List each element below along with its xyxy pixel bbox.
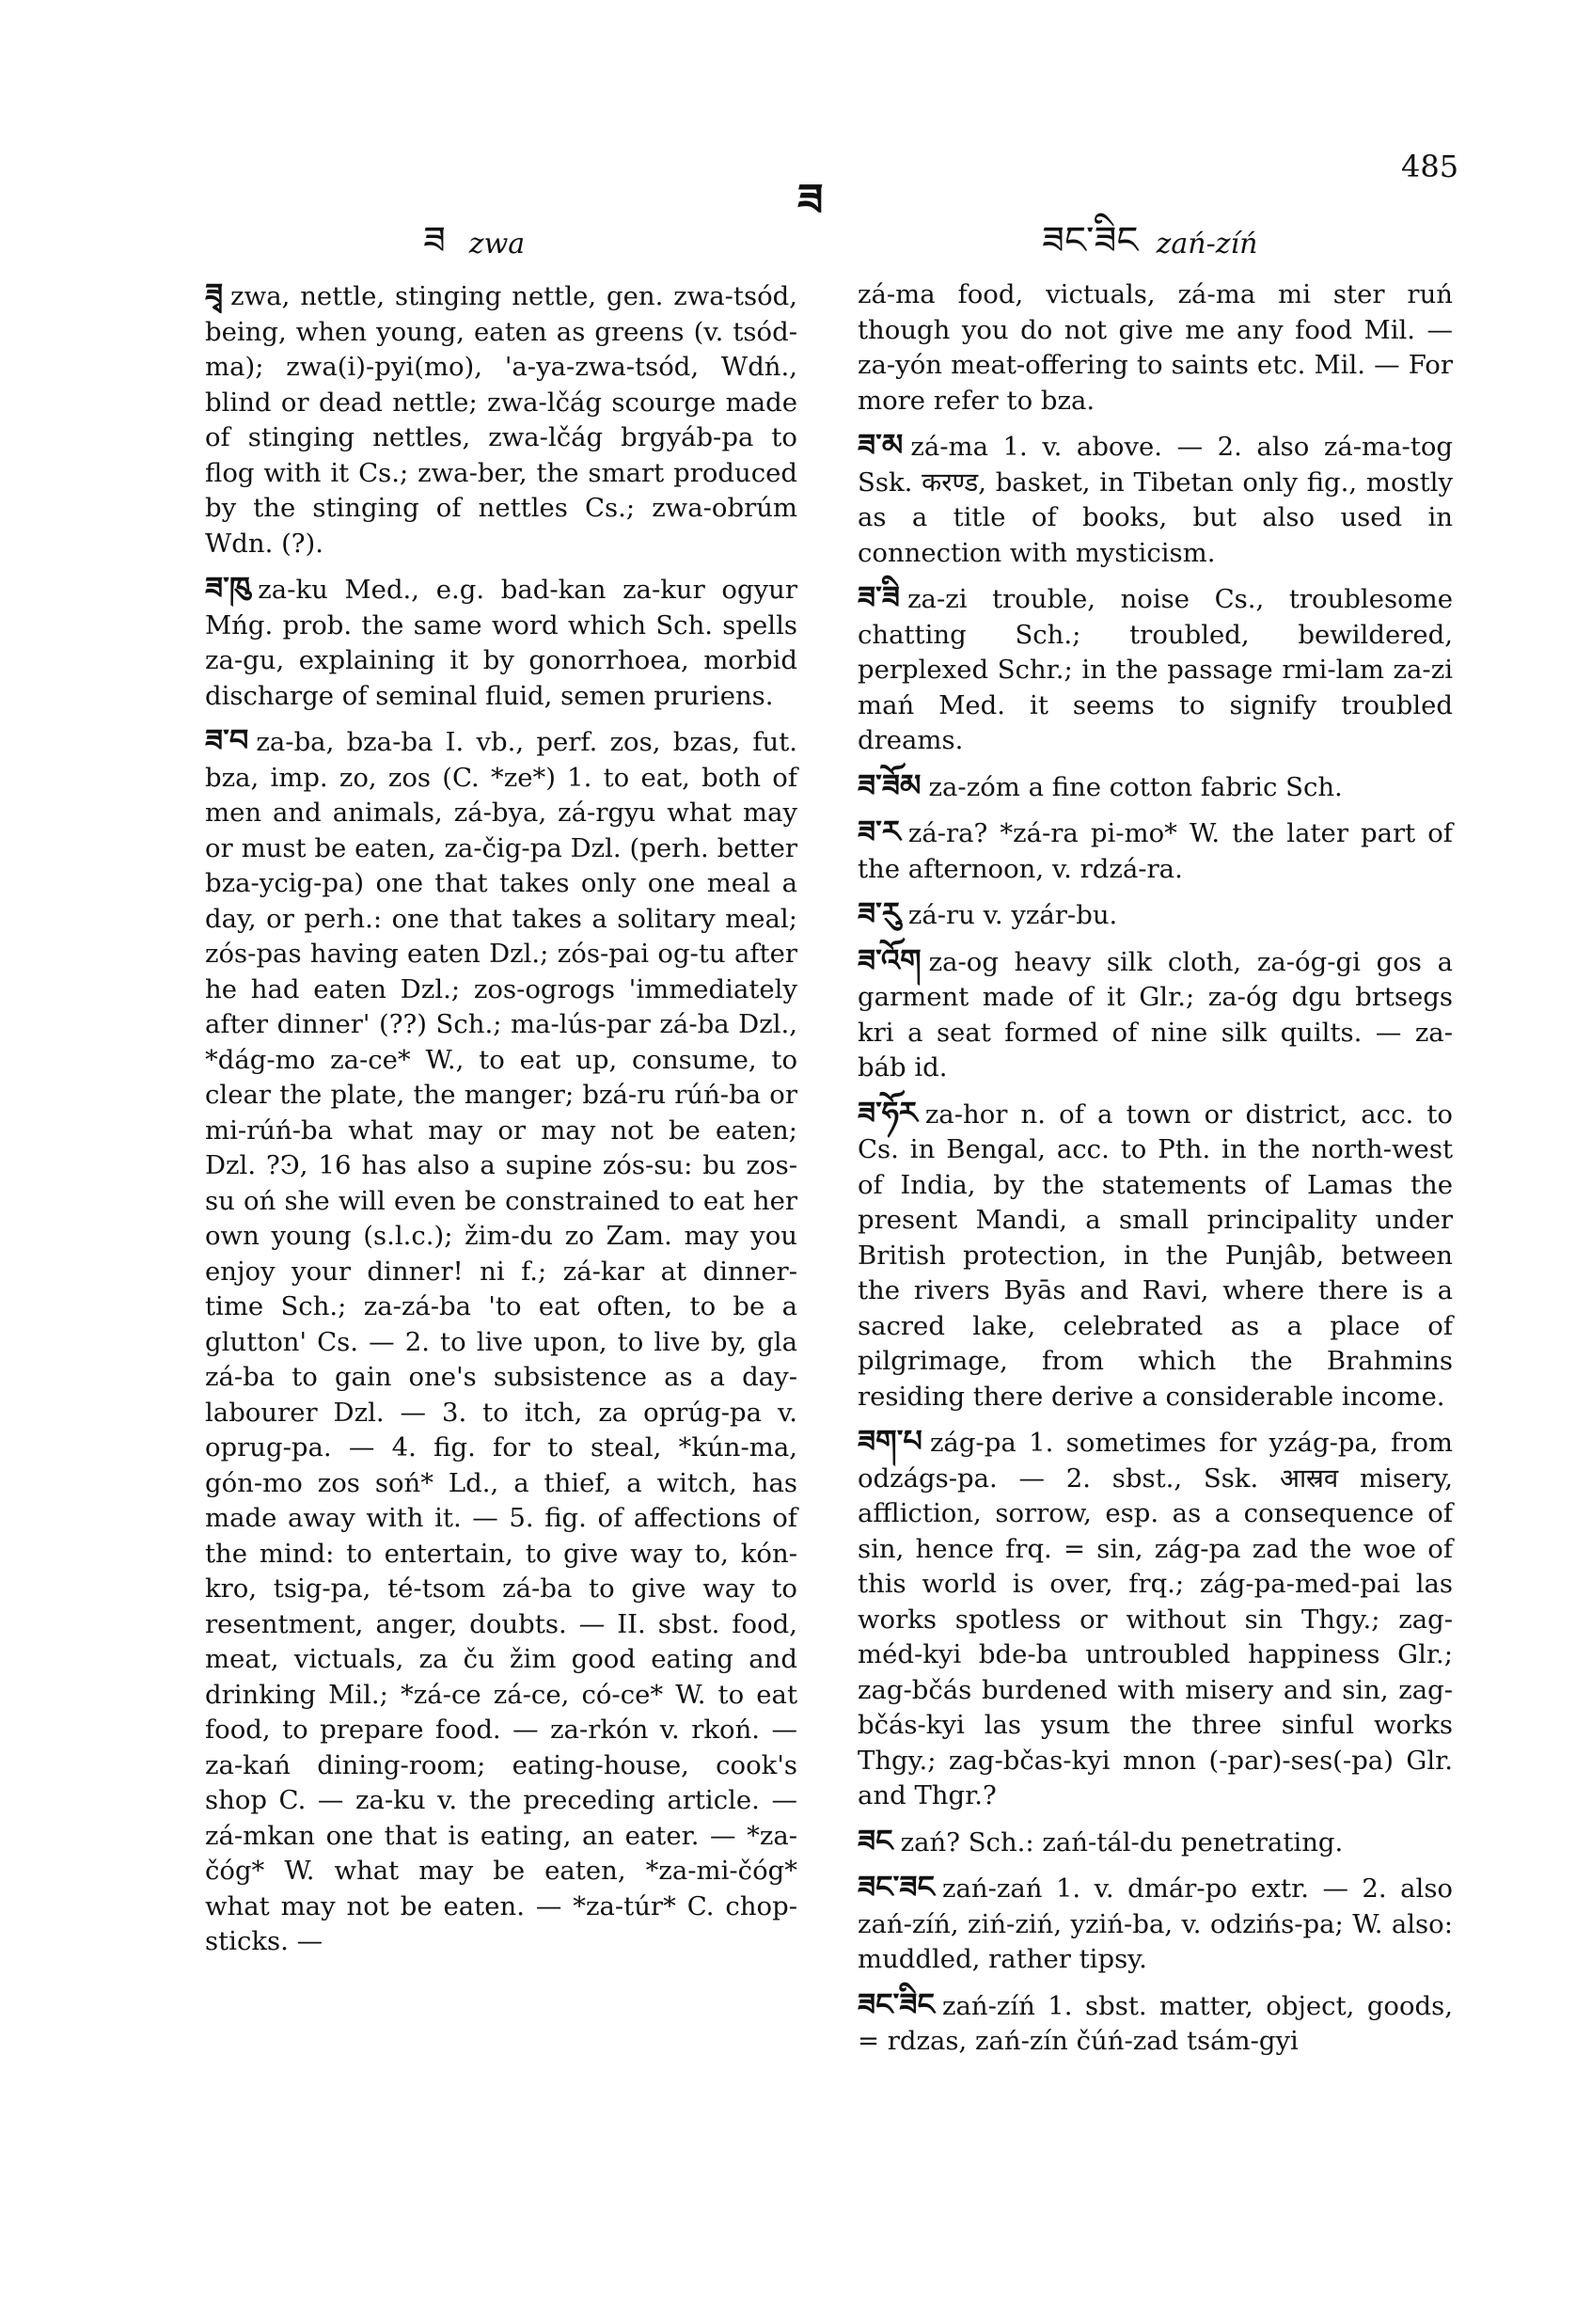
dictionary-entry [858, 943, 1453, 1086]
header-left-tibetan: ཟ [423, 219, 446, 262]
left-column [205, 277, 797, 1969]
entry-headword-tibetan: ཟ་ཟོམ [858, 767, 922, 803]
entry-text: za-hor n. of a town or district, acc. to Cs. in Bengal, acc. to Pth. in the north-west of India, by the statements of Lamas the present Mandi, a small principality under British protection, in the Punjâb, between the rivers Byās and Ravi, where there is a sacred lake, celebrated as a place of pilgrimage, from which the Brahmins residing there derive a considerable income. [858, 1099, 1453, 1412]
dictionary-entry [858, 1424, 1453, 1814]
dictionary-entry [858, 1870, 1453, 1978]
entry-text: zá-ma 1. v. above. — 2. also zá-ma-tog Ssk. करण्ड, basket, in Tibetan only fig., mostly as a title of books, but also used in connection with mysticism. [858, 432, 1453, 568]
entry-text: zá-ra? *zá-ra pi-mo* W. the later part of the afternoon, v. rdzá-ra. [858, 818, 1453, 884]
entry-text: zág-pa 1. sometimes for yzág-pa, from odzágs-pa. — 2. sbst., Ssk. आस्रव misery, affliction, sorrow, esp. as a consequence of sin, hence frq. = sin, zág-pa zad the woe of this world is over, frq.; zág-pa-med-pai las works spotless or without sin Thgy.; zag-méd-kyi bde-ba untroubled happiness Glr.; zag-bčás burdened with misery and sin, zag-bčás-kyi las ysum the three sinful works Thgy.; zag-bčas-kyi mnon (-par)-ses(-pa) Glr. and Thgr.? [858, 1428, 1453, 1810]
entry-headword-tibetan: ཟ་བ [205, 722, 249, 758]
dictionary-entry [858, 814, 1453, 887]
entry-headword-tibetan: ཟ་ཧོར [858, 1094, 918, 1130]
entry-headword-tibetan: ཟང [858, 1822, 893, 1858]
entry-headword-tibetan: ཟ་ཟི [858, 579, 901, 615]
dictionary-entry [858, 1824, 1453, 1861]
entry-text: zań-zíń 1. sbst. matter, object, goods, = rdzas, zań-zín čúń-zad tsám-gyi [858, 1990, 1453, 2056]
entry-text: zań? Sch.: zań-tál-du penetrating. [900, 1826, 1344, 1858]
entry-text: zá-ma food, victuals, zá-ma mi ster ruń though you do not give me any food Mil. — za-yón meat-offering to saints etc. Mil. — For more refer to bza. [858, 279, 1453, 416]
entry-headword-tibetan: ཟ་འོག [858, 941, 922, 978]
dictionary-entry [858, 1987, 1453, 2060]
dictionary-entry [858, 1096, 1453, 1415]
header-center-letter: ཟ [797, 174, 824, 225]
entry-headword-tibetan: ཟ་ཁུ [205, 570, 251, 606]
entry-text: za-ku Med., e.g. bad-kan za-kur ogyur Mńg. prob. the same word which Sch. spells za-gu, explaining it by gonorrhoea, morbid discharge of seminal fluid, semen pruriens. [205, 575, 797, 711]
entry-text: za-zóm a fine cotton fabric Sch. [928, 771, 1343, 802]
entry-headword-tibetan: ཟང་ཟང [858, 1869, 935, 1905]
entry-headword-tibetan: ཟྭ [205, 277, 224, 312]
header-right-latin: zań-zíń [1156, 228, 1258, 261]
dictionary-entry [205, 723, 797, 1960]
entry-headword-tibetan: ཟང་ཟིང [858, 1985, 935, 2022]
dictionary-entry [858, 580, 1453, 759]
dictionary-entry [858, 896, 1453, 934]
header-right-tibetan: ཟང་ཟིང [1042, 219, 1139, 262]
dictionary-entry [858, 428, 1453, 571]
page-number: 485 [1401, 149, 1459, 184]
dictionary-entry [858, 277, 1453, 419]
right-column [858, 277, 1453, 2069]
page-header [0, 141, 1576, 262]
dictionary-entry [858, 768, 1453, 806]
entry-headword-tibetan: ཟ་ར [858, 814, 901, 849]
dictionary-entry [205, 571, 797, 714]
dictionary-entry [205, 277, 797, 561]
entry-text: za-zi trouble, noise Cs., troublesome chatting Sch.; troubled, bewildered, perplexed Schr.; in the passage rmi-lam za-zi mań Med. it seems to signify troubled dreams. [858, 584, 1453, 755]
entry-headword-tibetan: ཟ་མ [858, 427, 904, 463]
entry-text: za-og heavy silk cloth, za-óg-gi gos a garment made of it Glr.; za-óg dgu brtsegs kri a seat formed of nine silk quilts. — za-báb id. [858, 946, 1453, 1083]
entry-text: zań-zań 1. v. dmár-po extr. — 2. also zań-zíń, ziń-ziń, yziń-ba, v. odzińs-pa; W. also: muddled, rather tipsy. [858, 1873, 1453, 1974]
entry-text: za-ba, bza-ba I. vb., perf. zos, bzas, fut. bza, imp. zo, zos (C. *ze*) 1. to eat, both of men and animals, zá-bya, zá-rgyu what may or must be eaten, za-čig-pa Dzl. (perh. better bza-ycig-pa) one that takes only one meal a day, or perh.: one that takes a solitary meal; zós-pas having eaten Dzl.; zós-pai og-tu after he had eaten Dzl.; zos-ogrogs 'immediately after dinner' (??) Sch.; ma-lús-par zá-ba Dzl., *dág-mo za-ce* W., to eat up, consume, to clear the plate, the manger; bzá-ru rúń-ba or mi-rúń-ba what may or may not be eaten; Dzl. ?Ͽ, 16 has also a supine zós-su: bu zos-su oń she will even be constrained to eat her own young (s.l.c.); žim-du zo Zam. may you enjoy your dinner! ni f.; zá-kar at dinner-time Sch.; za-zá-ba 'to eat often, to be a glutton' Cs. — 2. to live upon, to live by, gla zá-ba to gain one's subsistence as a day-labourer Dzl. — 3. to itch, za oprúg-pa v. oprug-pa. — 4. fig. for to steal, *kún-ma, gón-mo zos soń* Ld., a thief, a witch, has made away with it. — 5. fig. of affections of the mind: to entertain, to give way to, kón-kro, tsig-pa, té-tsom zá-ba to give way to resentment, anger, doubts. — II. sbst. food, meat, victuals, za ču žim good eating and drinking Mil.; *zá-ce zá-ce, có-ce* W. to eat food, to prepare food. — za-rkón v. rkoń. — za-kań dining-room; eating-house, cook's shop C. — za-ku v. the preceding article. — zá-mkan one that is eating, an eater. — *za-čóg* W. what may be eaten, *za-mi-čóg* what may not be eaten. — *za-túr* C. chop-sticks. — [205, 727, 797, 1956]
header-left-latin: zwa [468, 228, 526, 261]
entry-text: zwa, nettle, stinging nettle, gen. zwa-tsód, being, when young, eaten as greens (v. tsód-ma); zwa(i)-pyi(mo), 'a-ya-zwa-tsód, Wdń., blind or dead nettle; zwa-lčág scourge made of stinging nettles, zwa-lčág brgyáb-pa to flog with it Cs.; zwa-ber, the smart produced by the stinging of nettles Cs.; zwa-obrúm Wdn. (?). [205, 281, 797, 559]
entry-headword-tibetan: ཟ་རུ [858, 895, 901, 931]
entry-headword-tibetan: ཟག་པ [858, 1423, 922, 1459]
entry-text: zá-ru v. yzár-bu. [907, 900, 1118, 930]
